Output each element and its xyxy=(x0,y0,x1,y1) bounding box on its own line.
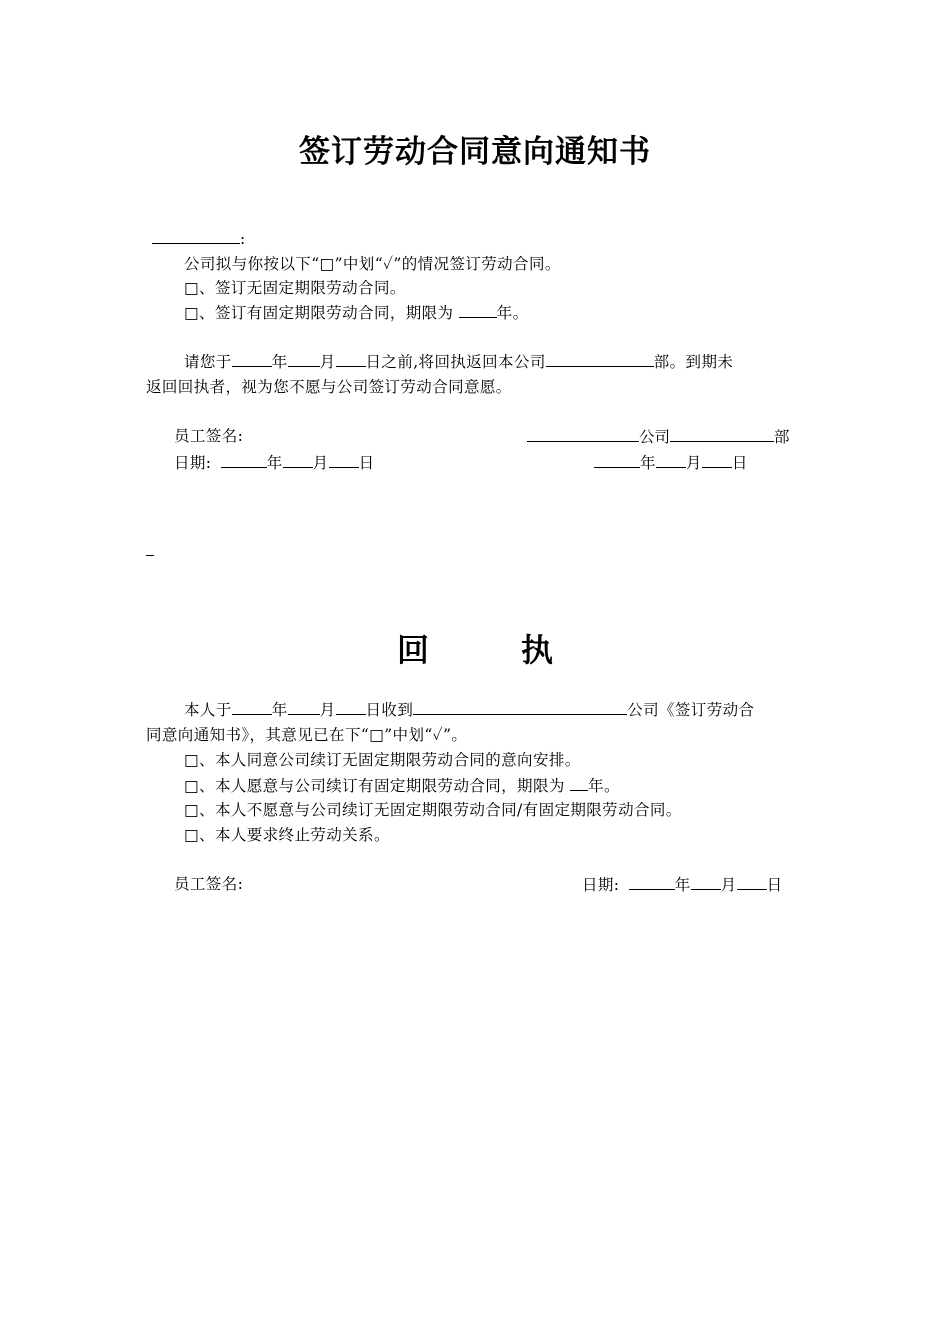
deadline-day-blank[interactable] xyxy=(336,351,366,367)
company-dept-blank[interactable] xyxy=(670,426,774,442)
notice-intro: 公司拟与你按以下“□”中划“✓”的情况签订劳动合同。 xyxy=(184,255,561,273)
department-blank[interactable] xyxy=(546,351,654,367)
option-fixed-suffix: 年。 xyxy=(496,304,529,322)
receipt-title-char-2: 执 xyxy=(521,631,554,669)
employee-date-day-blank[interactable] xyxy=(329,452,359,468)
year-label: 年 xyxy=(674,876,691,894)
notice-employee-sign-label: 员工签名: xyxy=(174,427,244,445)
receipt-date xyxy=(582,874,782,895)
receipt-option-4: □、本人要求终止劳动关系。 xyxy=(184,826,390,844)
date-label: 日期: xyxy=(582,876,620,894)
year-label: 年 xyxy=(271,353,288,371)
deadline-month-blank[interactable] xyxy=(288,351,320,367)
notice-employee-date xyxy=(174,452,374,473)
option-2-prefix: □、本人愿意与公司续订有固定期限劳动合同，期限为 xyxy=(184,777,565,795)
receipt-date-day-blank[interactable] xyxy=(737,874,767,890)
date-label: 日期: xyxy=(174,454,212,472)
company-word: 公司 xyxy=(639,428,671,446)
request-prefix: 请您于 xyxy=(184,353,232,371)
salutation-line xyxy=(152,228,245,249)
dept-suffix-text: 部。到期未 xyxy=(653,353,734,371)
month-label: 月 xyxy=(312,454,329,472)
employee-date-month-blank[interactable] xyxy=(283,452,313,468)
receipt-employee-sign-label: 员工签名: xyxy=(174,875,244,893)
cut-line-mark xyxy=(146,555,154,556)
month-label: 月 xyxy=(319,701,336,719)
receipt-option-2 xyxy=(184,775,620,796)
notice-option-open-ended: □、签订无固定期限劳动合同。 xyxy=(184,279,406,297)
received-day-blank[interactable] xyxy=(336,699,366,715)
notice-company-date xyxy=(594,452,748,473)
company-date-year-blank[interactable] xyxy=(594,452,640,468)
term-years-blank[interactable] xyxy=(459,302,497,318)
notice-request-paragraph xyxy=(146,350,808,400)
company-book-text: 公司《签订劳动合 xyxy=(627,701,755,719)
year-label: 年 xyxy=(266,454,283,472)
received-month-blank[interactable] xyxy=(288,699,320,715)
company-date-month-blank[interactable] xyxy=(656,452,686,468)
receipt-title-char-1: 回 xyxy=(397,631,430,669)
dept-word: 部 xyxy=(774,428,790,446)
receipt-received-paragraph xyxy=(146,698,808,748)
month-label: 月 xyxy=(319,353,336,371)
received-line-1 xyxy=(146,698,808,723)
year-label: 年 xyxy=(271,701,288,719)
option-fixed-prefix: □、签订有固定期限劳动合同，期限为 xyxy=(184,304,454,322)
month-label: 月 xyxy=(685,454,702,472)
option-2-suffix: 年。 xyxy=(588,777,620,795)
company-name-blank[interactable] xyxy=(413,699,627,715)
salutation-colon: : xyxy=(240,230,246,248)
employee-date-year-blank[interactable] xyxy=(221,452,267,468)
deadline-year-blank[interactable] xyxy=(232,351,272,367)
received-line-2: 同意向通知书》，其意见已在下“□”中划“✓”。 xyxy=(146,726,468,744)
month-label: 月 xyxy=(720,876,737,894)
receipt-option-3: □、本人不愿意与公司续订无固定期限劳动合同/有固定期限劳动合同。 xyxy=(184,801,682,819)
receipt-date-month-blank[interactable] xyxy=(691,874,721,890)
day-before-text: 日之前,将回执返回本公司 xyxy=(365,353,546,371)
request-line-2: 返回回执者，视为您不愿与公司签订劳动合同意愿。 xyxy=(146,378,512,396)
received-prefix: 本人于 xyxy=(184,701,232,719)
notice-title: 签订劳动合同意向通知书 xyxy=(299,134,651,170)
receipt-date-year-blank[interactable] xyxy=(629,874,675,890)
day-received-text: 日收到 xyxy=(365,701,414,719)
received-year-blank[interactable] xyxy=(232,699,272,715)
notice-company-sign xyxy=(527,426,790,447)
company-name-blank[interactable] xyxy=(527,426,639,442)
day-label: 日 xyxy=(766,876,783,894)
day-label: 日 xyxy=(731,454,748,472)
day-label: 日 xyxy=(358,454,375,472)
addressee-blank[interactable] xyxy=(152,228,240,244)
receipt-option-1: □、本人同意公司续订无固定期限劳动合同的意向安排。 xyxy=(184,751,581,769)
notice-option-fixed xyxy=(184,302,529,323)
request-line-1 xyxy=(146,350,808,375)
renew-term-years-blank[interactable] xyxy=(570,775,588,791)
year-label: 年 xyxy=(640,454,656,472)
company-date-day-blank[interactable] xyxy=(702,452,732,468)
